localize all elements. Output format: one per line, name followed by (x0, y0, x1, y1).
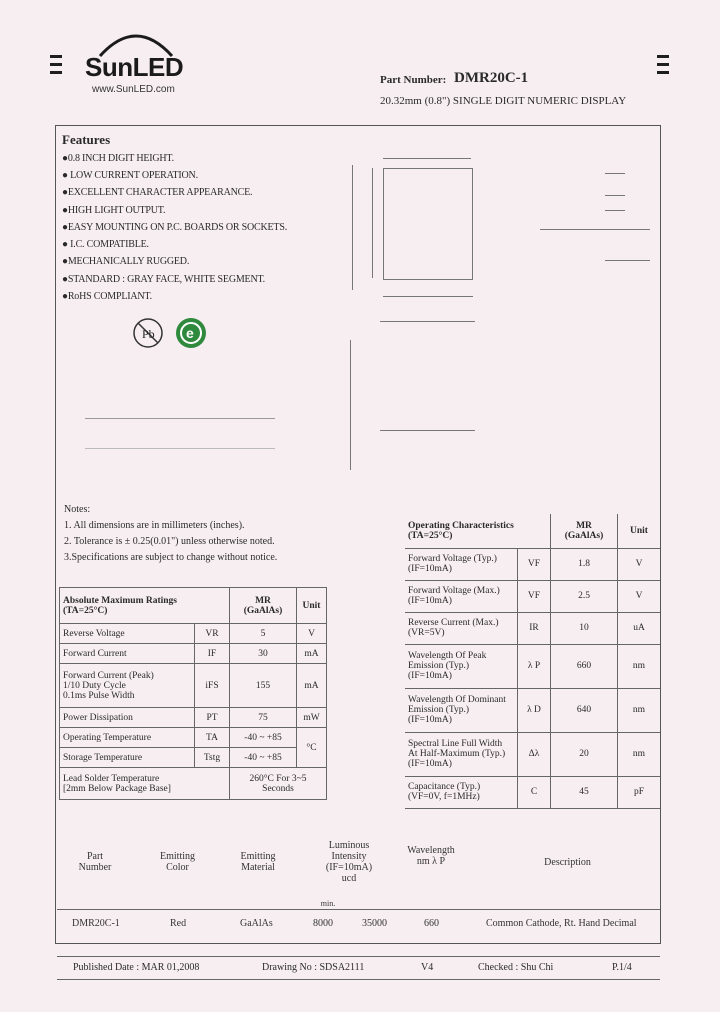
abs-sym: TA (195, 728, 230, 748)
part-number: DMR20C-1 (454, 70, 529, 86)
feature-item: ●EXCELLENT CHARACTER APPEARANCE. (62, 187, 253, 198)
op-unit: V (618, 548, 661, 580)
op-param-line: Spectral Line Full Width (408, 739, 503, 749)
abs-val: -40 ~ +85 (230, 728, 297, 748)
drawing-front-outline (383, 168, 473, 280)
abs-max-title: Absolute Maximum Ratings (63, 595, 178, 606)
op-sym: λ P (518, 644, 551, 688)
website-url: www.SunLED.com (92, 84, 175, 95)
drawing-dim-line (372, 168, 373, 278)
op-param-line: (IF=10mA) (408, 759, 452, 769)
abs-param-line: Forward Current (Peak) (63, 670, 154, 681)
footer-top-rule (57, 956, 660, 957)
note-item: 3.Specifications are subject to change without notice. (64, 552, 278, 563)
op-param (405, 644, 518, 688)
op-mr: MR (576, 520, 592, 531)
op-param-line: Forward Voltage (Typ.) (408, 554, 497, 564)
edge-mark-right-2 (657, 63, 669, 66)
op-param-line: (IF=10mA) (408, 671, 452, 681)
abs-max-material: (GaAlAs) (243, 605, 283, 616)
sel-color: Red (170, 918, 187, 929)
sel-divider (57, 909, 660, 910)
op-material: (GaAlAs) (564, 530, 604, 541)
version: V4 (421, 962, 434, 973)
op-param-line: Wavelength Of Peak (408, 651, 487, 661)
abs-sym: PT (195, 708, 230, 728)
abs-max-mr: MR (255, 595, 271, 606)
abs-val: 260°C For 3~5 Seconds (230, 768, 327, 800)
op-val: 20 (551, 732, 618, 776)
op-val: 660 (551, 644, 618, 688)
op-sym: IR (518, 612, 551, 644)
op-param-line: Wavelength Of Dominant (408, 695, 506, 705)
abs-max-unit-header: Unit (297, 588, 327, 624)
abs-param: Reverse Voltage (60, 624, 195, 644)
op-unit: nm (618, 644, 661, 688)
feature-item: ●EASY MOUNTING ON P.C. BOARDS OR SOCKETS. (62, 222, 287, 233)
sel-header-material: Emitting Material (240, 851, 276, 873)
op-param-line: (VF=0V, f=1MHz) (408, 792, 480, 802)
edge-mark-left-1 (50, 55, 62, 58)
sel-header-part: Part Number (78, 851, 112, 873)
op-param-line: (IF=10mA) (408, 596, 452, 606)
edge-mark-left-3 (50, 71, 62, 74)
op-param-line: (VR=5V) (408, 628, 445, 638)
op-unit-header: Unit (618, 514, 661, 548)
op-param-line: (IF=10mA) (408, 564, 452, 574)
op-title: Operating Characteristics (408, 520, 514, 531)
abs-sym: VR (195, 624, 230, 644)
published-date: Published Date : MAR 01,2008 (73, 962, 200, 973)
product-subtitle: 20.32mm (0.8") SINGLE DIGIT NUMERIC DISPLAY (380, 95, 627, 107)
op-val: 2.5 (551, 580, 618, 612)
abs-param-line: [2mm Below Package Base] (63, 783, 171, 794)
edge-mark-right-1 (657, 55, 669, 58)
op-unit: uA (618, 612, 661, 644)
part-number-label: Part Number: (380, 74, 447, 86)
sel-header-lum-min: min. (320, 899, 336, 908)
drawing-side-tick (605, 210, 625, 211)
circuit-bus-line (85, 448, 275, 449)
sel-header-color: Emitting Color (160, 851, 195, 873)
drawing-pin-line (380, 430, 475, 431)
drawing-bottom-line (383, 296, 473, 297)
abs-val: -40 ~ +85 (230, 748, 297, 768)
sel-wavelength: 660 (424, 918, 439, 929)
logo: SunLED (85, 52, 184, 82)
sel-description: Common Cathode, Rt. Hand Decimal (486, 918, 637, 929)
edge-mark-left-2 (50, 63, 62, 66)
notes-title: Notes: (64, 504, 91, 515)
op-title-cell (405, 514, 551, 548)
abs-unit: °C (297, 728, 327, 768)
op-unit: pF (618, 776, 661, 808)
op-param-line: Emission (Typ.) (408, 661, 470, 671)
abs-sym: IF (195, 644, 230, 664)
op-param (405, 580, 518, 612)
op-mr-cell (551, 514, 618, 548)
op-param (405, 776, 518, 808)
feature-item: ● I.C. COMPATIBLE. (62, 239, 149, 250)
abs-param: Forward Current (60, 644, 195, 664)
note-item: 2. Tolerance is ± 0.25(0.01") unless otherwise noted. (64, 536, 275, 547)
op-param-line: Forward Voltage (Max.) (408, 586, 500, 596)
pb-free-icon (131, 316, 165, 350)
edge-mark-right-3 (657, 71, 669, 74)
op-param (405, 612, 518, 644)
abs-param (60, 664, 195, 708)
drawing-side-tick (605, 195, 625, 196)
sel-header-wavelength: Wavelength nm λ P (407, 845, 455, 867)
op-param (405, 732, 518, 776)
op-param-line: Capacitance (Typ.) (408, 782, 481, 792)
abs-sym: Tstg (195, 748, 230, 768)
feature-item: ● LOW CURRENT OPERATION. (62, 170, 198, 181)
sel-lum-min: 8000 (313, 918, 333, 929)
abs-unit: V (297, 624, 327, 644)
op-sym: λ D (518, 688, 551, 732)
drawing-base-line (380, 321, 475, 322)
operating-characteristics-table (405, 514, 660, 809)
rohs-eco-icon (173, 315, 209, 351)
op-param (405, 548, 518, 580)
abs-unit: mW (297, 708, 327, 728)
op-param-line: At Half-Maximum (Typ.) (408, 749, 506, 759)
sel-lum-typ: 35000 (362, 918, 387, 929)
abs-max-title-cell (60, 588, 230, 624)
abs-param (60, 768, 230, 800)
op-condition: (TA=25°C) (408, 530, 453, 541)
abs-max-mr-cell (230, 588, 297, 624)
sel-material: GaAlAs (240, 918, 273, 929)
drawing-dim-line (352, 165, 353, 290)
op-param-line: Emission (Typ.) (408, 705, 470, 715)
circuit-bus-line (85, 418, 275, 419)
abs-val: 155 (230, 664, 297, 708)
abs-param-line: 0.1ms Pulse Width (63, 690, 135, 701)
feature-item: ●MECHANICALLY RUGGED. (62, 256, 190, 267)
abs-param: Storage Temperature (60, 748, 195, 768)
abs-unit: mA (297, 664, 327, 708)
sel-part: DMR20C-1 (72, 918, 120, 929)
op-unit: nm (618, 688, 661, 732)
abs-param-line: Lead Solder Temperature (63, 773, 160, 784)
page-number: P.1/4 (612, 962, 632, 973)
op-sym: VF (518, 580, 551, 612)
abs-val: 75 (230, 708, 297, 728)
eco-label: e (186, 325, 194, 341)
op-sym: Δλ (518, 732, 551, 776)
op-param-line: Reverse Current (Max.) (408, 618, 499, 628)
checked-by: Checked : Shu Chi (478, 962, 554, 973)
op-val: 45 (551, 776, 618, 808)
op-sym: VF (518, 548, 551, 580)
op-param (405, 688, 518, 732)
op-val: 640 (551, 688, 618, 732)
abs-param: Power Dissipation (60, 708, 195, 728)
op-param-line: (IF=10mA) (408, 715, 452, 725)
abs-param: Operating Temperature (60, 728, 195, 748)
absolute-max-ratings-table (59, 587, 327, 800)
feature-item: ●0.8 INCH DIGIT HEIGHT. (62, 153, 174, 164)
abs-max-condition: (TA=25°C) (63, 605, 108, 616)
sel-header-description: Description (544, 857, 591, 868)
feature-item: ●HIGH LIGHT OUTPUT. (62, 205, 166, 216)
op-unit: V (618, 580, 661, 612)
abs-val: 5 (230, 624, 297, 644)
drawing-dim-line (383, 158, 471, 159)
pb-label: Pb (142, 327, 155, 341)
sel-header-luminous: Luminous Intensity (IF=10mA) ucd (325, 840, 373, 884)
op-val: 1.8 (551, 548, 618, 580)
features-title: Features (62, 132, 111, 147)
abs-unit: mA (297, 644, 327, 664)
op-sym: C (518, 776, 551, 808)
abs-sym: iFS (195, 664, 230, 708)
op-unit: nm (618, 732, 661, 776)
drawing-number: Drawing No : SDSA2111 (262, 962, 365, 973)
drawing-side-tick (605, 260, 650, 261)
feature-item: ●RoHS COMPLIANT. (62, 291, 152, 302)
note-item: 1. All dimensions are in millimeters (inches). (64, 520, 245, 531)
abs-param-line: 1/10 Duty Cycle (63, 680, 126, 691)
abs-val: 30 (230, 644, 297, 664)
drawing-pin-line (350, 340, 351, 470)
footer-bottom-rule (57, 979, 660, 980)
drawing-side-line (540, 229, 650, 230)
feature-item: ●STANDARD : GRAY FACE, WHITE SEGMENT. (62, 274, 265, 285)
op-val: 10 (551, 612, 618, 644)
drawing-side-tick (605, 173, 625, 174)
